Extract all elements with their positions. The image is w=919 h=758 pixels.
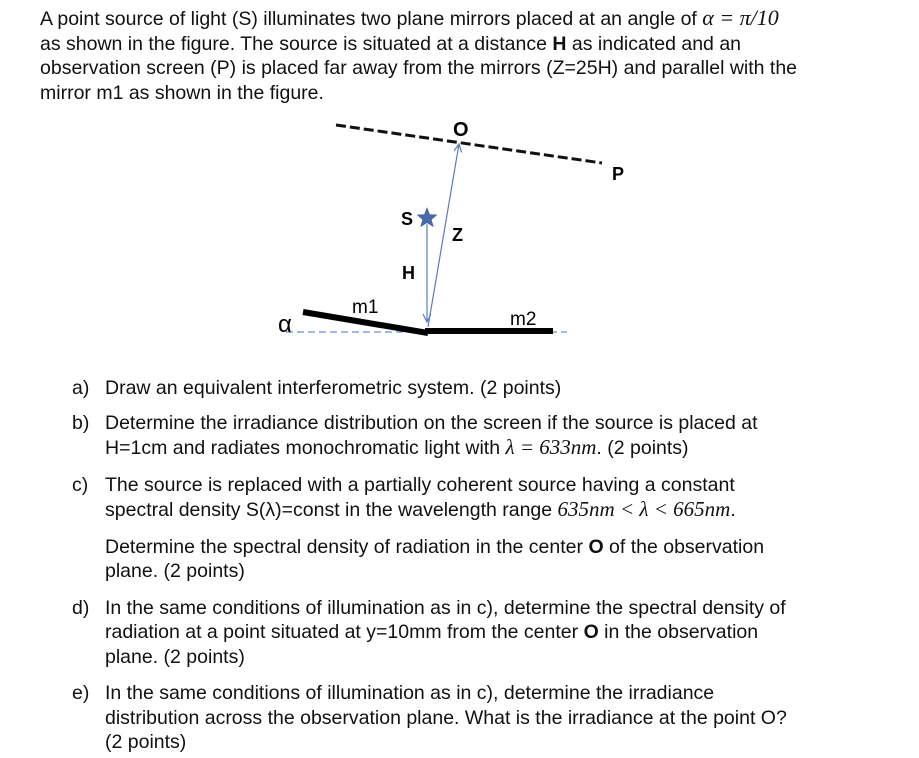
angle-formula: α = π/10 (702, 5, 779, 30)
question-e: e) In the same conditions of illumination as in c), determine the irradiance distribution across the observation plane. What is the irradiance at the point O? (2 points) (72, 682, 787, 753)
question-c: c) The source is replaced with a partially coherent source having a constant spectral density S(λ)=const in the wavelength range 635nm < λ < 665nm. Determine the spectral density of radiation in the center O of the observation plane. (2 points) (72, 473, 765, 582)
intro-line-1: A point source of light (S) illuminates two plane mirrors placed at an angle of α = π/10 (40, 5, 779, 30)
question-b: b) Determine the irradiance distribution on the screen if the source is placed at H=1cm and radiates monochromatic light with λ = 633nm. (2 points) (72, 411, 758, 459)
question-letter: d) (72, 596, 90, 619)
question-list (72, 376, 862, 755)
label-m2: m2 (510, 309, 537, 330)
H-symbol: H (552, 32, 567, 55)
source-star-icon (417, 208, 436, 226)
label-m1: m1 (352, 297, 379, 318)
intro-line-3: observation screen (P) is placed far away from the mirrors (Z=25H) and parallel with the (40, 57, 798, 79)
label-o: O (453, 119, 469, 141)
question-letter: c) (72, 473, 89, 496)
mirror-figure (0, 0, 919, 370)
O-symbol: O (588, 535, 604, 558)
label-p: P (612, 164, 625, 184)
question-letter: e) (72, 682, 90, 704)
O-symbol: O (583, 621, 599, 643)
question-d: d) In the same conditions of illumination as in c), determine the spectral density of radiation at a point situated at y=10mm from the center O in the observation plane. (2 points) (72, 596, 786, 668)
question-a: a) Draw an equivalent interferometric system. (2 points) (72, 377, 562, 399)
intro-line-2: as shown in the figure. The source is situated at a distance H as indicated and an (40, 32, 742, 55)
label-z: Z (452, 225, 463, 245)
label-alpha: α (278, 311, 292, 338)
intro-line-4: mirror m1 as shown in the figure. (40, 81, 324, 104)
wavelength-range-formula: 635nm < λ < 665nm (557, 497, 731, 521)
screen-p-line (336, 125, 602, 163)
label-s: S (401, 209, 414, 229)
label-h: H (402, 263, 415, 283)
question-letter: a) (72, 377, 90, 399)
question-letter: b) (72, 411, 90, 434)
wavelength-formula: λ = 633nm (505, 435, 597, 459)
